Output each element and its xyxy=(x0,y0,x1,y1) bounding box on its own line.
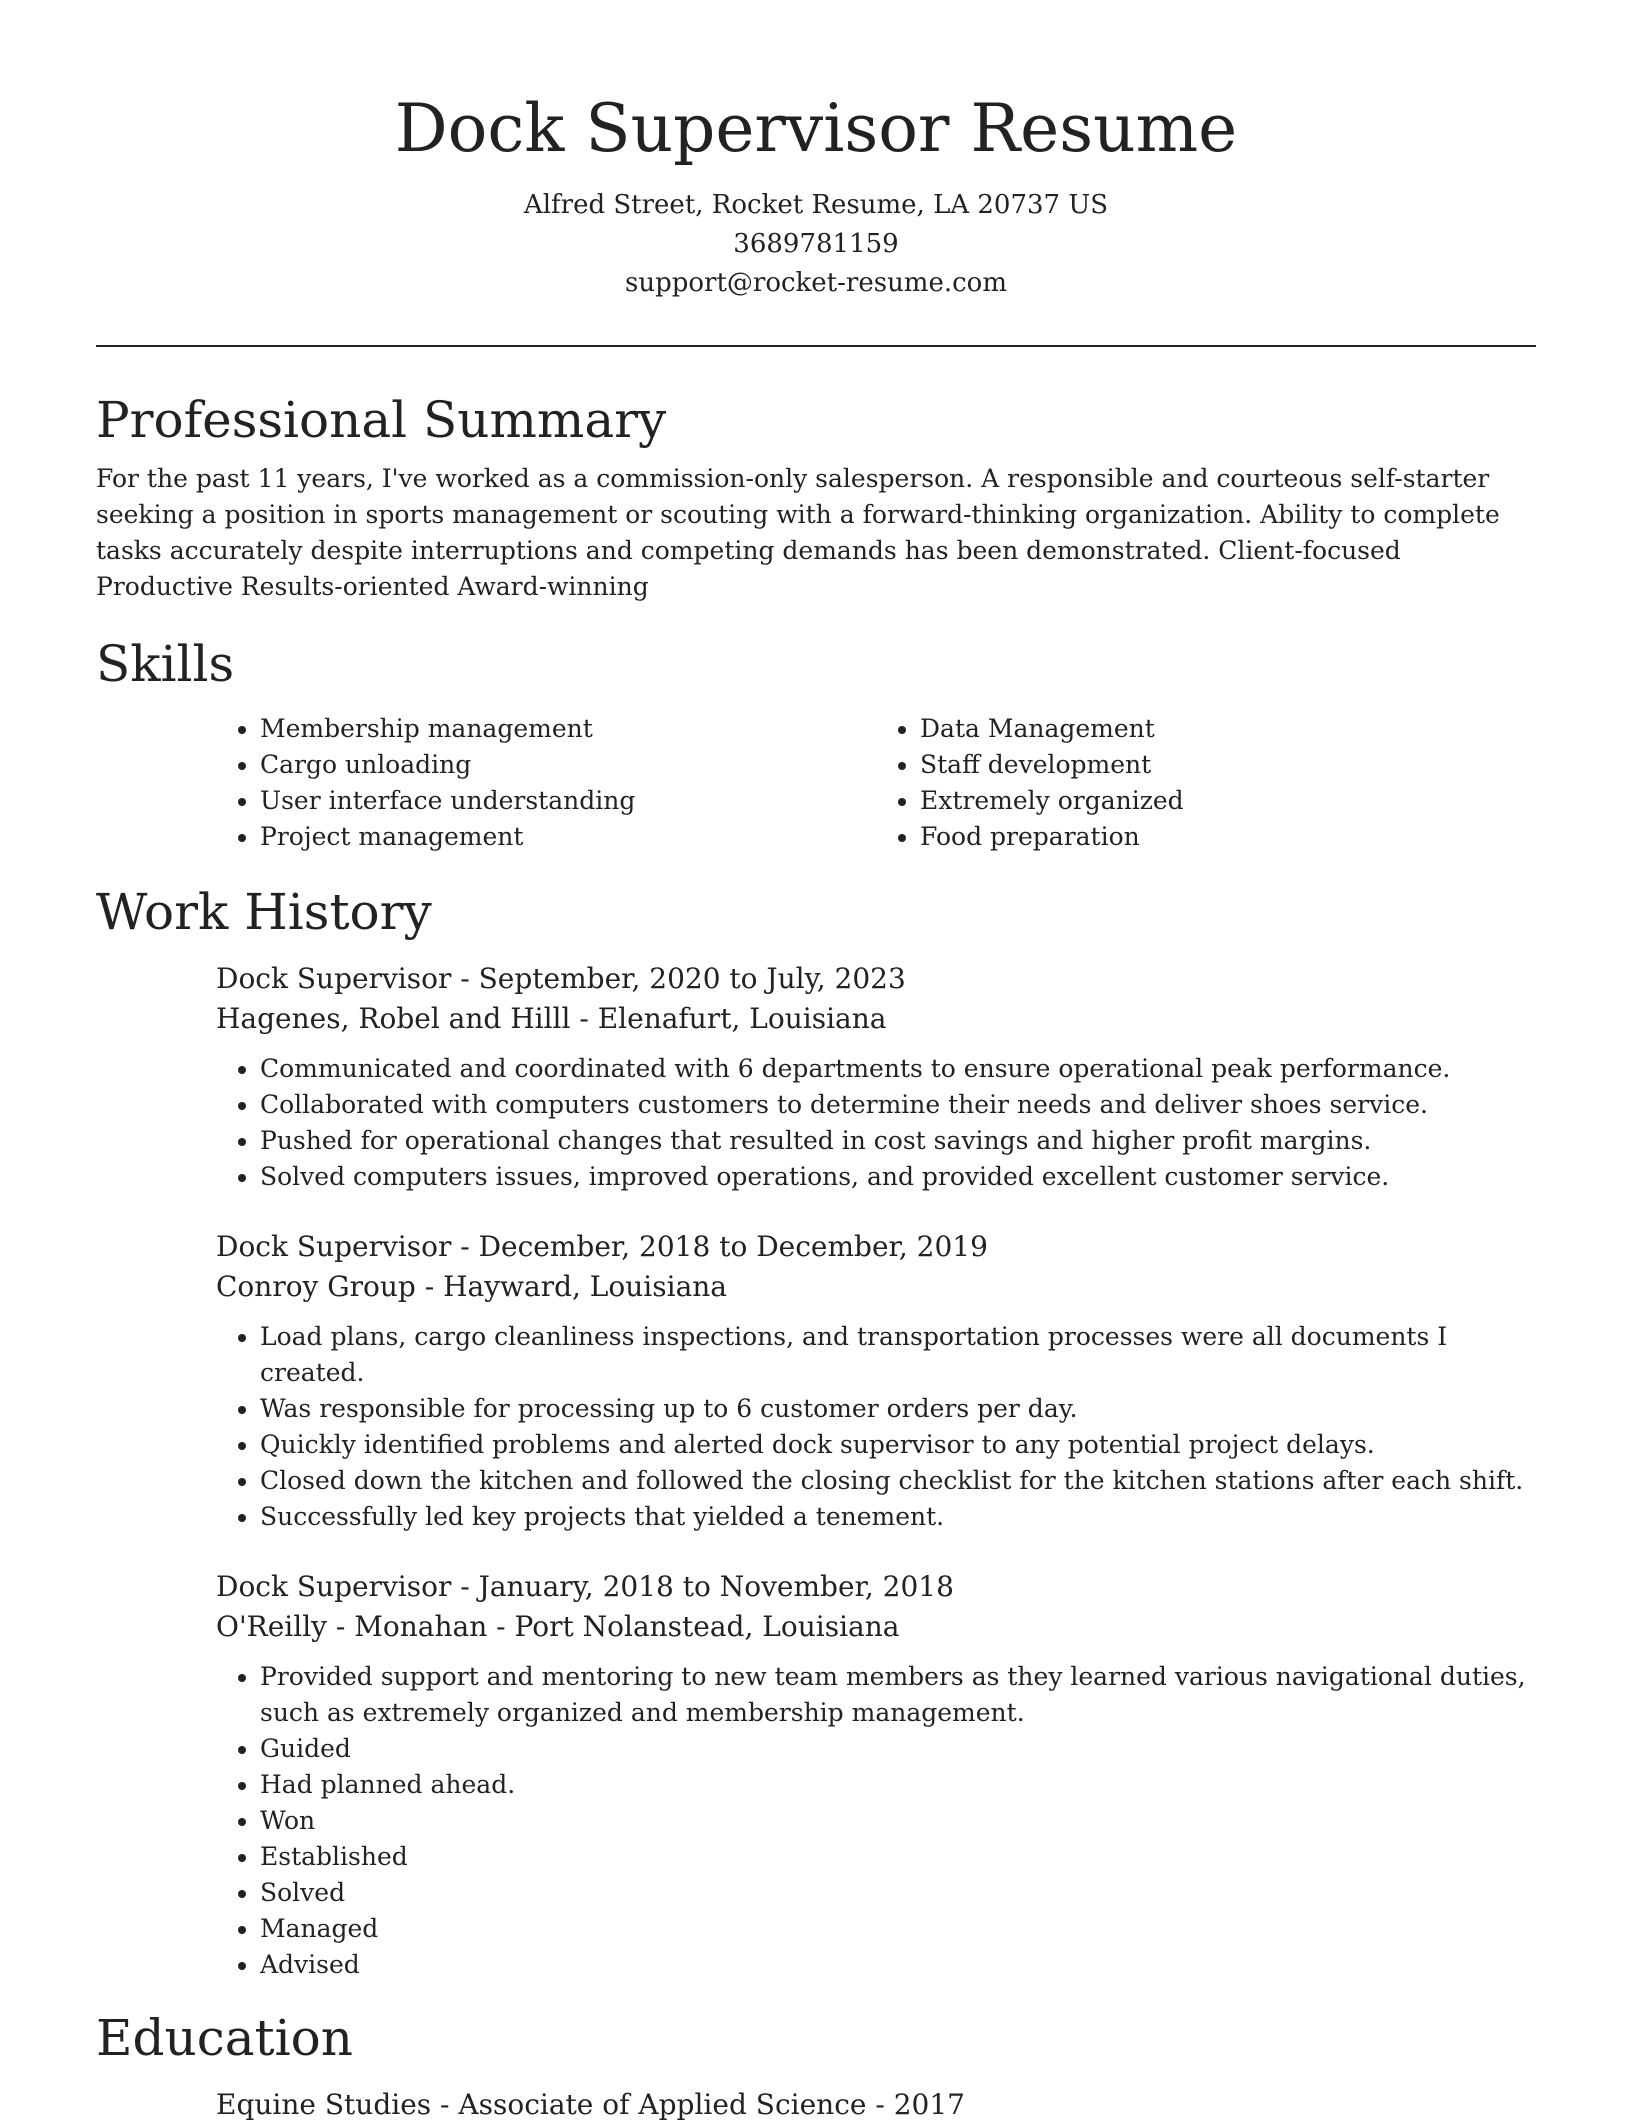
job-entry xyxy=(216,1567,1536,1647)
resume-header xyxy=(96,0,1536,303)
skills-columns xyxy=(216,711,1536,855)
job-title-line xyxy=(216,959,1536,999)
job-location: - Elenafurt, Louisiana xyxy=(570,1002,887,1035)
job-bullet: • Managed xyxy=(260,1911,1536,1947)
job-location: - Port Nolanstead, Louisiana xyxy=(487,1610,900,1643)
job-company: Hagenes, Robel and Hilll xyxy=(216,1002,571,1035)
skill-item: • Project management xyxy=(260,819,876,855)
job-dates: - December, 2018 to December, 2019 xyxy=(451,1230,988,1263)
skill-item: • Staff development xyxy=(920,747,1536,783)
job-bullet: • Closed down the kitchen and followed the closing checklist for the kitchen stations after each shift. xyxy=(260,1463,1536,1499)
summary-heading: Professional Summary xyxy=(96,391,667,449)
skills-heading: Skills xyxy=(96,635,235,693)
job-location: - Hayward, Louisiana xyxy=(415,1270,727,1303)
work-heading: Work History xyxy=(96,883,432,941)
resume-title: Dock Supervisor Resume xyxy=(394,90,1238,167)
job-bullet: • Was responsible for processing up to 6 customer orders per day. xyxy=(260,1391,1536,1427)
job-company-line xyxy=(216,1607,1536,1647)
header-divider xyxy=(96,345,1536,347)
skill-item: • Cargo unloading xyxy=(260,747,876,783)
skill-item: • User interface understanding xyxy=(260,783,876,819)
job-company-line xyxy=(216,999,1536,1039)
job-bullet: • Established xyxy=(260,1839,1536,1875)
job-title-line xyxy=(216,1567,1536,1607)
job-role: Dock Supervisor xyxy=(216,1230,452,1263)
job-role: Dock Supervisor xyxy=(216,1570,452,1603)
job-bullet: • Had planned ahead. xyxy=(260,1767,1536,1803)
summary-section xyxy=(96,387,1536,605)
skill-item: • Food preparation xyxy=(920,819,1536,855)
job-entry xyxy=(216,1227,1536,1307)
job-bullet: • Load plans, cargo cleanliness inspections, and transportation processes were all documents I created. xyxy=(260,1319,1536,1391)
skill-item: • Membership management xyxy=(260,711,876,747)
job-bullet: • Collaborated with computers customers to determine their needs and deliver shoes service. xyxy=(260,1087,1536,1123)
job-company: O'Reilly - Monahan xyxy=(216,1610,488,1643)
job-role: Dock Supervisor xyxy=(216,962,452,995)
contact-phone: 3689781159 xyxy=(733,229,899,259)
job-company: Conroy Group xyxy=(216,1270,416,1303)
job-bullet: • Solved xyxy=(260,1875,1536,1911)
skills-list-right xyxy=(876,711,1536,855)
job-bullet: • Advised xyxy=(260,1947,1536,1983)
skill-item: • Data Management xyxy=(920,711,1536,747)
job-bullet: • Quickly identified problems and alerted dock supervisor to any potential project delays. xyxy=(260,1427,1536,1463)
skills-section xyxy=(96,631,1536,855)
education-entry-title: Equine Studies - Associate of Applied Science - 2017 xyxy=(216,2088,965,2121)
job-dates: - September, 2020 to July, 2023 xyxy=(451,962,906,995)
work-history-section xyxy=(96,879,1536,1983)
education-section xyxy=(96,2005,1536,2125)
job-entry xyxy=(216,959,1536,1039)
skills-list-left xyxy=(216,711,876,855)
job-dates: - January, 2018 to November, 2018 xyxy=(451,1570,954,1603)
job-bullets xyxy=(216,1319,1536,1535)
job-bullet: • Guided xyxy=(260,1731,1536,1767)
contact-address: Alfred Street, Rocket Resume, LA 20737 US xyxy=(523,190,1109,220)
job-bullet: • Communicated and coordinated with 6 departments to ensure operational peak performance. xyxy=(260,1051,1536,1087)
job-bullets xyxy=(216,1659,1536,1983)
contact-block xyxy=(96,186,1536,303)
contact-email: support@rocket-resume.com xyxy=(624,268,1007,298)
summary-text: For the past 11 years, I've worked as a commission-only salesperson. A responsible and courteous self-starter seeking a position in sports management or scouting with a forward-thinking organization. Ability to complete tasks accurately despite interruptions and competing demands has been demonstrated. Client-focused Productive Results-oriented Award-winning xyxy=(96,464,1500,601)
job-company-line xyxy=(216,1267,1536,1307)
job-bullets xyxy=(216,1051,1536,1195)
education-heading: Education xyxy=(96,2009,353,2067)
skill-item: • Extremely organized xyxy=(920,783,1536,819)
job-bullet: • Pushed for operational changes that resulted in cost savings and higher profit margins. xyxy=(260,1123,1536,1159)
job-bullet: • Successfully led key projects that yielded a tenement. xyxy=(260,1499,1536,1535)
job-bullet: • Won xyxy=(260,1803,1536,1839)
job-bullet: • Solved computers issues, improved operations, and provided excellent customer service. xyxy=(260,1159,1536,1195)
job-title-line xyxy=(216,1227,1536,1267)
job-bullet: • Provided support and mentoring to new team members as they learned various navigational duties, such as extremely organized and membership management. xyxy=(260,1659,1536,1731)
